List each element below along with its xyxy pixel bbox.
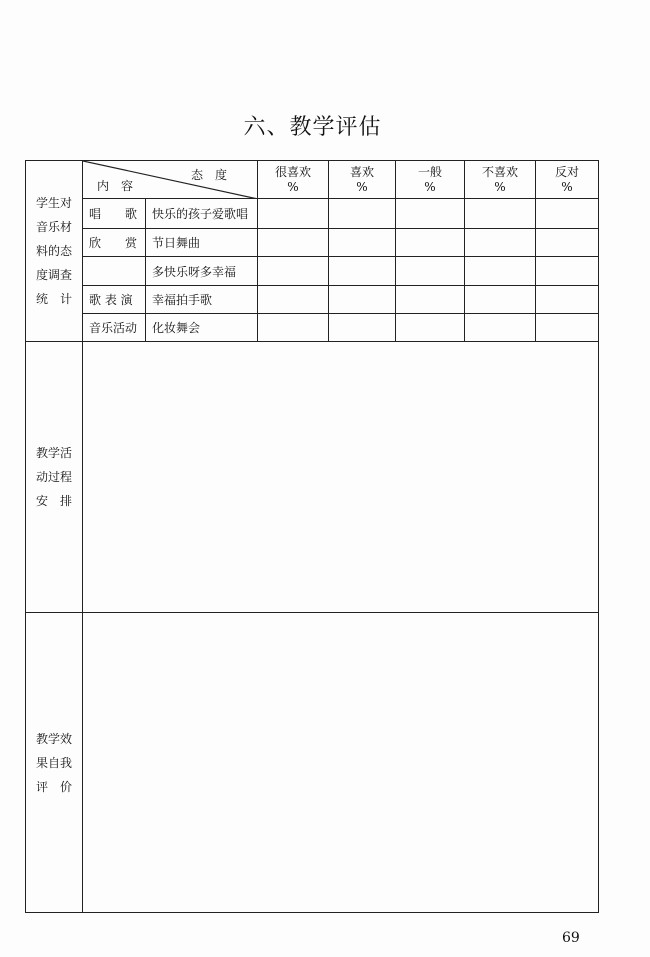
- empty-cell: [396, 199, 465, 229]
- empty-cell: [329, 314, 396, 342]
- table-row: [26, 314, 599, 342]
- page-number: 69: [562, 930, 580, 946]
- empty-cell: [258, 257, 329, 286]
- empty-cell: [396, 229, 465, 257]
- empty-cell: [536, 229, 599, 257]
- empty-cell: [329, 257, 396, 286]
- column-header: 喜欢 %: [329, 161, 396, 199]
- attitude-survey-label: 学生对 音乐材 料的态 度调查 统 计: [26, 161, 83, 342]
- category-cell: 欣 赏: [83, 229, 146, 257]
- empty-cell: [465, 314, 536, 342]
- activity-arrangement-field[interactable]: [83, 342, 599, 613]
- material-cell: 节日舞曲: [146, 229, 258, 257]
- table-row: [26, 286, 599, 314]
- empty-cell: [258, 229, 329, 257]
- page-title: 六、教学评估: [243, 115, 382, 140]
- self-evaluation-label: 教学效 果自我 评 价: [26, 613, 83, 913]
- table-row: [26, 229, 599, 257]
- content-header: 内 容: [97, 179, 134, 193]
- empty-cell: [258, 199, 329, 229]
- attitude-header: 态 度: [190, 168, 227, 182]
- empty-cell: [465, 257, 536, 286]
- empty-cell: [329, 229, 396, 257]
- activity-arrangement-label: 教学活 动过程 安 排: [26, 342, 83, 613]
- material-cell: 幸福拍手歌: [146, 286, 258, 314]
- category-cell: 唱 歌: [83, 199, 146, 229]
- empty-cell: [329, 199, 396, 229]
- material-cell: 化妆舞会: [146, 314, 258, 342]
- empty-cell: [536, 314, 599, 342]
- empty-cell: [396, 286, 465, 314]
- column-header: 很喜欢 %: [258, 161, 329, 199]
- empty-cell: [329, 286, 396, 314]
- empty-cell: [536, 199, 599, 229]
- column-header: 不喜欢 %: [465, 161, 536, 199]
- category-cell: [83, 257, 146, 286]
- empty-cell: [465, 286, 536, 314]
- diagonal-header: [83, 161, 258, 199]
- empty-cell: [536, 257, 599, 286]
- empty-cell: [396, 314, 465, 342]
- empty-cell: [396, 257, 465, 286]
- empty-cell: [258, 286, 329, 314]
- category-cell: 歌 表 演: [83, 286, 146, 314]
- table-row: [26, 199, 599, 229]
- empty-cell: [465, 229, 536, 257]
- material-cell: 快乐的孩子爱歌唱: [146, 199, 258, 229]
- table-row: [26, 257, 599, 286]
- evaluation-table: [25, 160, 599, 913]
- empty-cell: [536, 286, 599, 314]
- self-evaluation-field[interactable]: [83, 613, 599, 913]
- empty-cell: [258, 314, 329, 342]
- category-cell: 音乐活动: [83, 314, 146, 342]
- column-header: 反对 %: [536, 161, 599, 199]
- material-cell: 多快乐呀多幸福: [146, 257, 258, 286]
- empty-cell: [465, 199, 536, 229]
- column-header: 一般 %: [396, 161, 465, 199]
